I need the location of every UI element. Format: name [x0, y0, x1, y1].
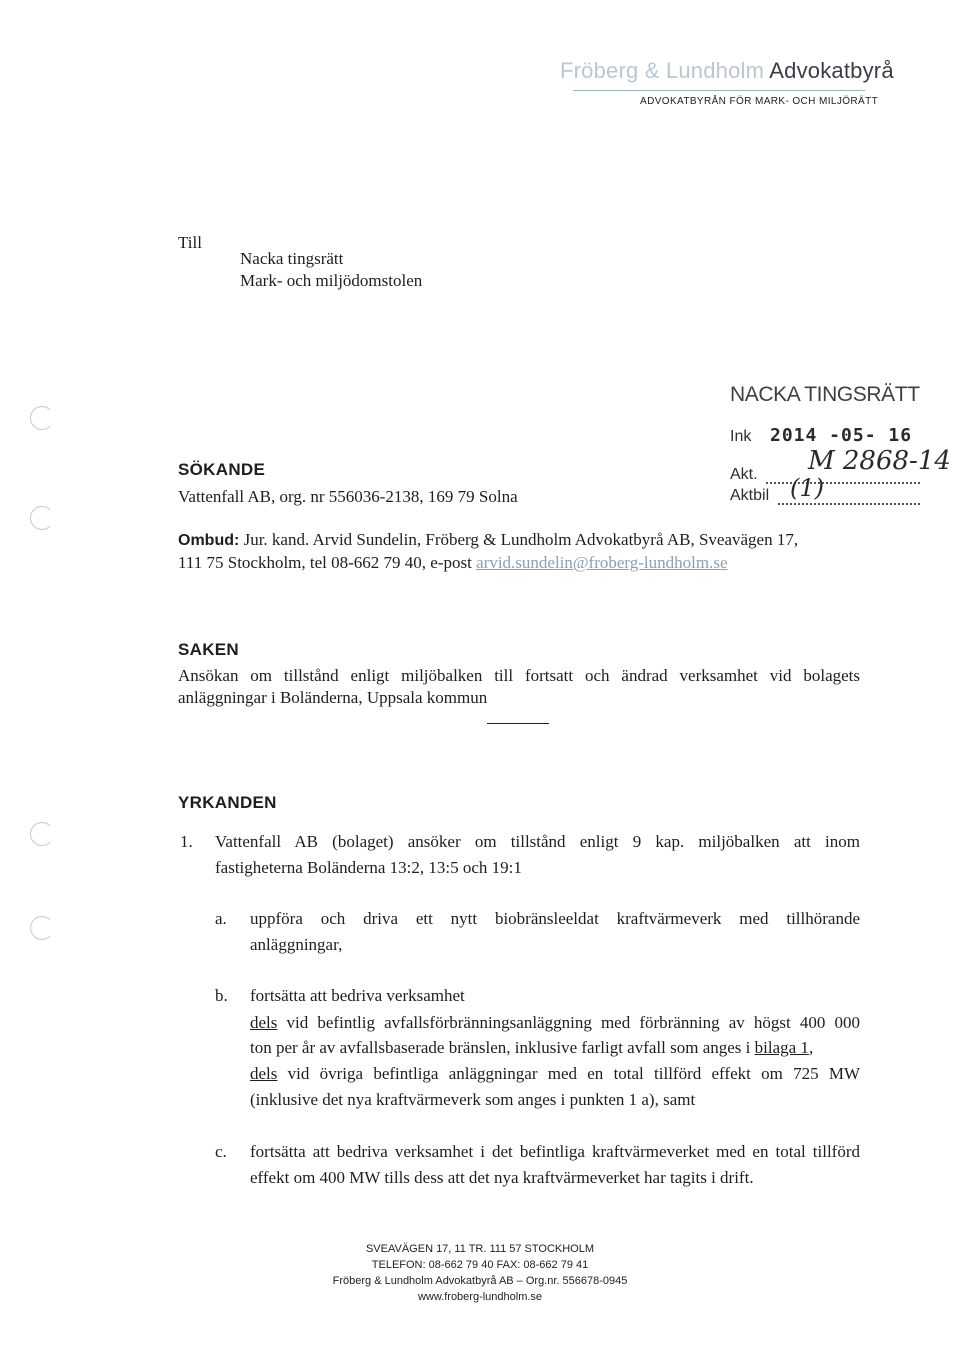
- addressee-to: Till: [178, 233, 202, 252]
- footer-phone: TELEFON: 08-662 79 40 FAX: 08-662 79 41: [371, 1259, 589, 1271]
- claim-c-line-1: fortsätta att bedriva verksamhet i det befintliga kraftvärmeverket med en total tillförd: [250, 1142, 860, 1161]
- footer-address: SVEAVÄGEN 17, 11 TR. 111 57 STOCKHOLM: [365, 1243, 595, 1255]
- footer-website: www.froberg-lundholm.se: [417, 1291, 543, 1303]
- claim-b-line-3-text: ton per år av avfallsbaserade bränslen, inklusive farligt avfall som anges i: [250, 1038, 751, 1057]
- stamp-akt-label: Akt.: [730, 466, 758, 483]
- stamp-ink-date: 2014 -05- 16: [770, 425, 913, 446]
- claim-b-label: b.: [215, 986, 228, 1005]
- claim-b-line-2-text: vid befintlig avfallsförbränningsanläggning med förbränning av högst 400 000: [286, 1013, 861, 1032]
- footer-company: Fröberg & Lundholm Advokatbyrå AB – Org.nr. 556678-0945: [332, 1275, 628, 1287]
- claim-b-line-1: fortsätta att bedriva verksamhet: [250, 986, 465, 1005]
- matter-heading: SAKEN: [178, 640, 240, 659]
- claims-heading: YRKANDEN: [178, 793, 277, 812]
- counsel-email-link[interactable]: arvid.sundelin@froberg-lundholm.se: [476, 553, 728, 572]
- matter-line-2: anläggningar i Boländerna, Uppsala kommun: [178, 688, 488, 707]
- stamp-akt-value: M 2868-14: [808, 446, 951, 476]
- applicant-details: Vattenfall AB, org. nr 556036-2138, 169 79 Solna: [178, 487, 518, 506]
- matter-line-1: Ansökan om tillstånd enligt miljöbalken till fortsatt och ändrad verksamhet vid bolagets: [178, 666, 860, 685]
- applicant-heading: SÖKANDE: [178, 460, 266, 479]
- claim-1-line-2: fastigheterna Boländerna 13:2, 13:5 och 19:1: [215, 858, 522, 877]
- claim-b-line-4: [250, 1061, 860, 1086]
- claim-c-line-2: effekt om 400 MW tills dess att det nya kraftvärmeverket har tagits i drift.: [250, 1168, 754, 1187]
- claim-a-line-1: uppföra och driva ett nytt biobränsleeldat kraftvärmeverk med tillhörande: [250, 909, 860, 928]
- addressee-division: Mark- och miljödomstolen: [240, 271, 423, 290]
- addressee-court: Nacka tingsrätt: [240, 249, 344, 268]
- stamp-ink-label: Ink: [730, 428, 752, 445]
- stamp-aktbil-value: (1): [790, 474, 824, 502]
- stamp-aktbil-line: [778, 503, 920, 505]
- claim-b-line-5: (inklusive det nya kraftvärmeverk som anges i punkten 1 a), samt: [250, 1090, 696, 1109]
- claim-b-dels-2: dels: [250, 1064, 278, 1083]
- counsel-details: Jur. kand. Arvid Sundelin, Fröberg & Lundholm Advokatbyrå AB, Sveavägen 17,: [243, 530, 799, 549]
- binder-hole: [30, 506, 54, 530]
- letterhead-rule: [573, 90, 865, 91]
- binder-hole: [30, 916, 54, 940]
- counsel-address: 111 75 Stockholm, tel 08-662 79 40, e-post: [178, 553, 472, 572]
- annex-1-reference: bilaga 1: [754, 1038, 809, 1057]
- stamp-court-name: NACKA TINGSRÄTT: [730, 383, 920, 406]
- counsel-line-2: [178, 550, 728, 575]
- claim-a-line-2: anläggningar,: [250, 935, 343, 954]
- claim-b-line-3: [250, 1035, 813, 1060]
- binder-hole: [30, 406, 54, 430]
- counsel-label: Ombud:: [178, 532, 240, 549]
- firm-tagline: ADVOKATBYRÅN FÖR MARK- OCH MILJÖRÄTT: [640, 96, 879, 107]
- claim-b-line-3-suffix: ,: [808, 1038, 814, 1057]
- firm-logo-dark: Advokatbyrå: [769, 58, 894, 83]
- section-divider: [487, 723, 549, 724]
- claim-c-label: c.: [215, 1142, 227, 1161]
- firm-logo-light: Fröberg & Lundholm: [560, 58, 765, 83]
- claim-b-dels-1: dels: [250, 1013, 278, 1032]
- claim-a-label: a.: [215, 909, 227, 928]
- claim-b-line-4-text: vid övriga befintliga anläggningar med en total tillförd effekt om 725 MW: [287, 1064, 861, 1083]
- claim-1-number: 1.: [180, 832, 193, 851]
- claim-1-line-1: Vattenfall AB (bolaget) ansöker om tillstånd enligt 9 kap. miljöbalken att inom: [215, 832, 860, 851]
- firm-logo: [560, 58, 894, 84]
- binder-hole: [30, 822, 54, 846]
- claim-b-line-2: [250, 1010, 860, 1035]
- stamp-aktbil-label: Aktbil: [730, 487, 770, 504]
